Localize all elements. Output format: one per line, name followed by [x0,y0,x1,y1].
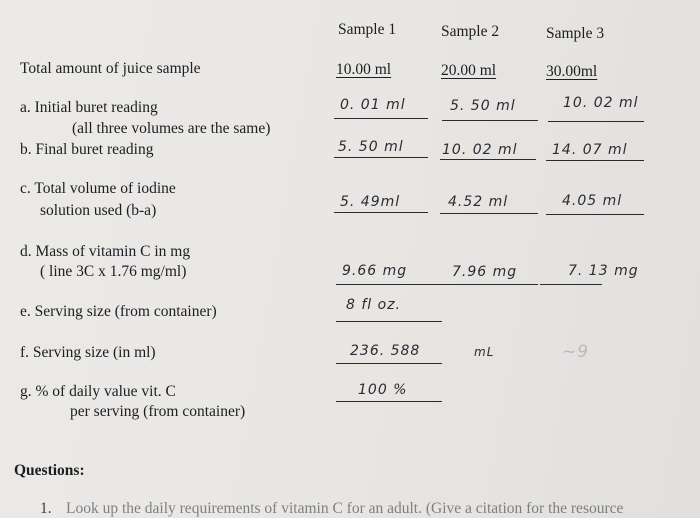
total-juice-sample-2: 20.00 ml [441,62,497,79]
initial-reading-sample-3: 10. 02 ml [563,95,639,111]
serving-size-ml-unit: mL [474,345,495,359]
total-juice-sample-1: 10.00 ml [336,61,392,78]
row-label-mass-vitamin-c: d. Mass of vitamin C in mg [20,243,191,260]
row-label-mass-formula: ( line 3C x 1.76 mg/ml) [40,263,187,280]
answer-line [546,214,644,215]
row-label-initial-buret: a. Initial buret reading [20,99,158,116]
stray-pencil-mark: ~9 [562,342,590,362]
serving-size-ml-value: 236. 588 [350,343,421,359]
serving-size-container-value: 8 fl oz. [346,297,401,313]
questions-heading: Questions: [14,462,85,479]
final-reading-sample-1: 5. 50 ml [338,139,404,155]
total-juice-sample-3: 30.00ml [546,63,598,80]
mass-vitamin-c-sample-3: 7. 13 mg [568,263,639,279]
final-reading-sample-2: 10. 02 ml [442,142,518,158]
row-label-total-juice: Total amount of juice sample [20,60,201,77]
answer-line [548,121,644,122]
answer-line [336,321,442,322]
question-1-number: 1. [40,500,52,517]
answer-line [546,160,644,161]
final-reading-sample-3: 14. 07 ml [552,142,628,158]
answer-line [334,212,428,213]
initial-reading-sample-1: 0. 01 ml [340,97,406,113]
answer-line [440,159,536,160]
mass-vitamin-c-sample-1: 9.66 mg [342,263,408,279]
answer-line [336,284,430,285]
column-header-sample-1: Sample 1 [338,21,397,38]
answer-line [336,401,442,402]
row-note-same-volumes: (all three volumes are the same) [72,120,271,137]
mass-vitamin-c-sample-2: 7.96 mg [452,264,518,280]
answer-line [440,213,538,214]
initial-reading-sample-2: 5. 50 ml [450,98,516,114]
row-label-total-iodine-2: solution used (b-a) [40,202,157,219]
iodine-volume-sample-1: 5. 49ml [340,194,401,210]
row-label-serving-container: e. Serving size (from container) [20,303,217,320]
answer-line [334,157,428,158]
answer-line [540,284,602,285]
answer-line [442,120,538,121]
iodine-volume-sample-3: 4.05 ml [562,193,623,209]
answer-line [334,118,428,119]
daily-value-percent: 100 % [358,382,408,398]
column-header-sample-2: Sample 2 [441,23,500,40]
column-header-sample-3: Sample 3 [546,25,605,42]
answer-line [336,363,442,364]
question-1-text: Look up the daily requirements of vitamin C for an adult. (Give a citation for the resource [66,500,624,517]
row-label-daily-value: g. % of daily value vit. C [20,383,176,400]
row-label-serving-ml: f. Serving size (in ml) [20,344,156,361]
row-label-total-iodine: c. Total volume of iodine [20,180,176,197]
row-label-daily-value-2: per serving (from container) [70,403,246,420]
answer-line [430,284,538,285]
row-label-final-buret: b. Final buret reading [20,141,154,158]
iodine-volume-sample-2: 4.52 ml [448,194,509,210]
